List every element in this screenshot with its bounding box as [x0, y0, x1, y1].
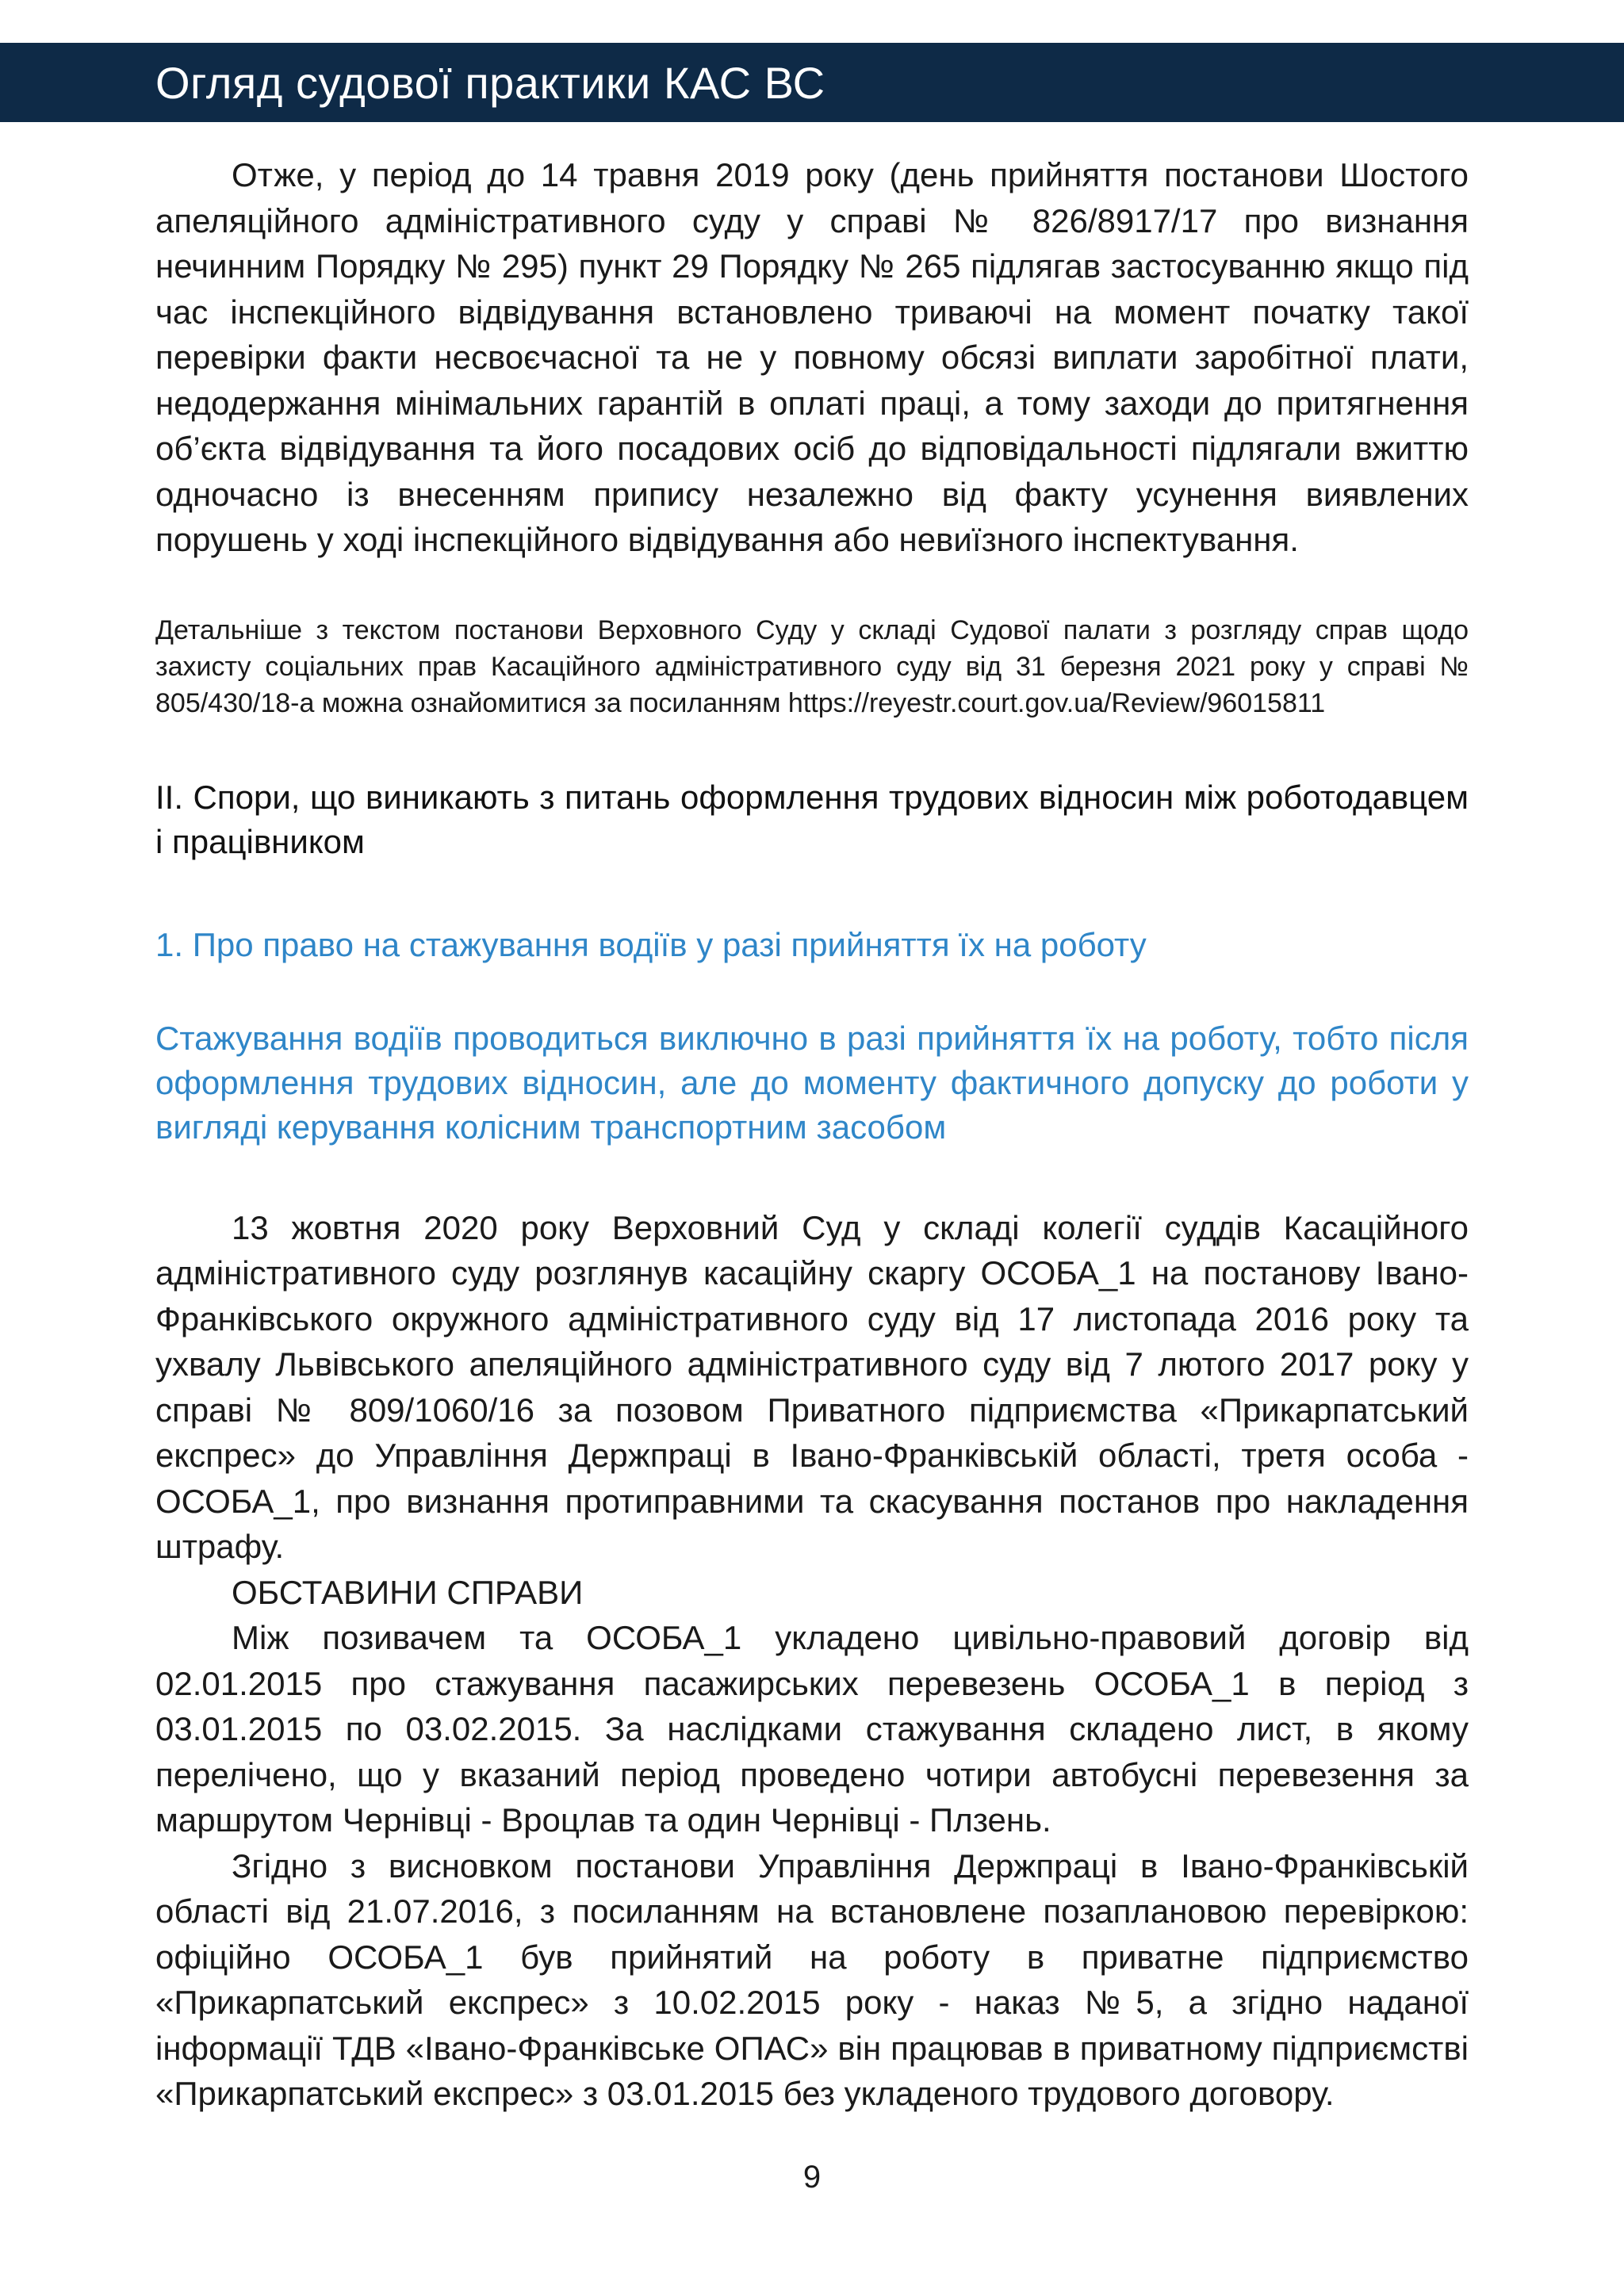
reference-note: Детальніше з текстом постанови Верховного Суду у складі Судової палати з розгляду справ щодо захисту соціальних прав Касаційного адміністративного суду від 31 березня 2021 року у справі № 805/430/18-а можна ознайомитися за посиланням https://reyestr.court.gov.ua/Review/96015811	[155, 614, 1469, 718]
circumstances-label: ОБСТАВИНИ СПРАВИ	[232, 1573, 584, 1611]
circumstances-paragraph-1: Між позивачем та ОСОБА_1 укладено цивільно-правовий договір від 02.01.2015 про стажування пасажирських перевезень ОСОБА_1 в період з 03.01.2015 по 03.02.2015. За наслідками стажування складено лист, в якому перелічено, що у вказаний період проведено чотири автобусні перевезення за маршрутом Чернівці - Вроцлав та один Чернівці - Плзень.	[155, 1619, 1469, 1839]
section-heading: ІІ. Спори, що виникають з питань оформлення трудових відносин між роботодавцем і працівником	[155, 778, 1469, 860]
page-header-title: Огляд судової практики КАС ВС	[155, 57, 825, 108]
page-header-bar	[0, 43, 1624, 122]
intro-paragraph: Отже, у період до 14 травня 2019 року (день прийняття постанови Шостого апеляційного адміністративного суду у справі № 826/8917/17 про визнання нечинним Порядку № 295) пункт 29 Порядку № 265 підлягав застосуванню якщо під час інспекційного відвідування встановлено триваючі на момент початку такої перевірки факти несвоєчасної та не у повному обсязі виплати заробітної плати, недодержання мінімальних гарантій в оплаті праці, а тому заходи до притягнення об’єкта відвідування та його посадових осіб до відповідальності підлягали вжиттю одночасно із внесенням припису незалежно від факту усунення виявлених порушень у ході інспекційного відвідування або невиїзного інспектування.	[155, 156, 1469, 558]
case-text-block	[155, 1205, 1469, 2117]
document-body	[155, 152, 1469, 2117]
sub-heading: 1. Про право на стажування водіїв у разі прийняття їх на роботу	[155, 925, 1147, 963]
circumstances-paragraph-2: Згідно з висновком постанови Управління Держпраці в Івано-Франківській області від 21.07.2016, з посиланням на встановлене позаплановою перевіркою: офіційно ОСОБА_1 був прийнятий на роботу в приватне підприємство «Прикарпатський експрес» з 10.02.2015 року - наказ №5, а згідно наданої інформації ТДВ «Івано-Франківське ОПАС» він працював в приватному підприємстві «Прикарпатський експрес» з 03.01.2015 без укладеного трудового договору.	[155, 1846, 1469, 2112]
case-intro-paragraph: 13 жовтня 2020 року Верховний Суд у складі колегії суддів Касаційного адміністративного суду розглянув касаційну скаргу ОСОБА_1 на постанову Івано-Франківського окружного адміністративного суду від 17 листопада 2016 року та ухвалу Львівського апеляційного адміністративного суду від 7 лютого 2017 року у справі № 809/1060/16 за позовом Приватного підприємства «Прикарпатський експрес» до Управління Держпраці в Івано-Франківській області, третя особа - ОСОБА_1, про визнання протиправними та скасування постанов про накладення штрафу.	[155, 1208, 1469, 1565]
lead-summary: Стажування водіїв проводиться виключно в разі прийняття їх на роботу, тобто після оформлення трудових відносин, але до моменту фактичного допуску до роботи у вигляді керування колісним транспортним засобом	[155, 1019, 1469, 1146]
page-number: 9	[802, 2160, 822, 2195]
